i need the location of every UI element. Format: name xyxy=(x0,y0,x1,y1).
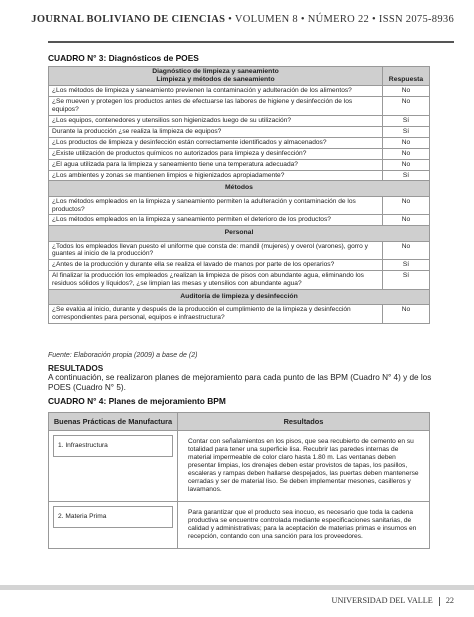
column-header-line2: Limpieza y métodos de saneamiento xyxy=(156,76,275,84)
cuadro4-caption: CUADRO N° 4: Planes de mejoramiento BPM xyxy=(48,396,226,406)
table-row xyxy=(49,305,430,324)
footer-bar xyxy=(0,585,474,590)
group-auditoria xyxy=(49,305,430,324)
column-header-bpm: Buenas Prácticas de Manufactura xyxy=(49,413,178,431)
table-header-row xyxy=(49,67,430,86)
question-cell: Durante la producción ¿se realiza la limpieza de equipos? xyxy=(49,126,383,137)
answer-cell: No xyxy=(383,159,430,170)
table-row xyxy=(49,137,430,148)
answer-cell: Sí xyxy=(383,271,430,290)
answer-cell: No xyxy=(383,97,430,116)
table-row xyxy=(49,241,430,260)
group-limpieza xyxy=(49,86,430,181)
cuadro3-caption: CUADRO N° 3: Diagnósticos de POES xyxy=(48,53,199,63)
question-cell: ¿Los métodos empleados en la limpieza y saneamiento permiten la adulteración y contaminación de los productos? xyxy=(49,196,383,215)
practice-label: 1. Infraestructura xyxy=(53,435,173,457)
group-metodos xyxy=(49,196,430,226)
practice-label: 2. Materia Prima xyxy=(53,506,173,528)
table-row xyxy=(49,116,430,127)
section-header-personal xyxy=(49,226,430,241)
journal-issue-info: • VOLUMEN 8 • NÚMERO 22 • ISSN 2075-8936 xyxy=(225,14,454,25)
footer-separator xyxy=(439,597,440,606)
table-source-note: Fuente: Elaboración propia (2009) a base de (2) xyxy=(48,352,198,359)
question-cell: ¿Los productos de limpieza y desinfección están correctamente identificados y almacenados? xyxy=(49,137,383,148)
page-footer xyxy=(332,596,454,606)
answer-cell: Sí xyxy=(383,260,430,271)
running-header xyxy=(0,14,474,34)
table-header-row xyxy=(49,413,430,431)
answer-cell: No xyxy=(383,137,430,148)
answer-cell: No xyxy=(383,86,430,97)
section-label: Personal xyxy=(49,226,430,241)
result-cell: Para garantizar que el producto sea inocuo, es necesario que toda la cadena productiva se encuentre controlada mediante especificaciones sanitarias, de calidad y administrativas; para la aceptación de materias primas e insumos en recepción, contando con una sanción para los proveedores. xyxy=(178,502,430,549)
table-row xyxy=(49,260,430,271)
question-cell: ¿El agua utilizada para la limpieza y saneamiento tiene una temperatura adecuada? xyxy=(49,159,383,170)
journal-header-text xyxy=(31,14,454,25)
answer-cell: No xyxy=(383,196,430,215)
section-header-metodos xyxy=(49,181,430,196)
column-header-resultados: Resultados xyxy=(178,413,430,431)
table-row xyxy=(49,502,430,549)
table-row xyxy=(49,86,430,97)
question-cell: ¿Se mueven y protegen los productos antes de efectuarse las labores de higiene y desinfección de los equipos? xyxy=(49,97,383,116)
section-header-auditoria xyxy=(49,290,430,305)
question-cell: ¿Todos los empleados llevan puesto el uniforme que consta de: mandil (mujeres) y overol (varones), gorro y guantes al inicio de la producción? xyxy=(49,241,383,260)
table-row xyxy=(49,148,430,159)
table-row xyxy=(49,159,430,170)
column-header-respuesta: Respuesta xyxy=(383,67,430,86)
group-personal xyxy=(49,241,430,290)
result-cell: Contar con señalamientos en los pisos, que sea recubierto de cemento en su totalidad para tener una superficie lisa. Recubrir las paredes internas de material impermeable de color claro hasta 1.80 m. Las ventanas deben presentar limpias, los drenajes deben estar provistos de tapas, los pasillos, escaleras y rampas deben hallarse despejados, las puertas deben mantenerse cerradas y ser de material liso. Se deben implementar mesones, casilleros y lavamanos. xyxy=(178,431,430,502)
answer-cell: Sí xyxy=(383,116,430,127)
section-label: Auditoría de limpieza y desinfección xyxy=(49,290,430,305)
column-header-diagnostico xyxy=(49,67,383,86)
question-cell: ¿Los equipos, contenedores y utensilios son higienizados luego de su utilización? xyxy=(49,116,383,127)
answer-cell: No xyxy=(383,241,430,260)
question-cell: ¿Se evalúa al inicio, durante y después de la producción el cumplimiento de la limpieza y desinfección correspondientes para personal, equipos e infraestructura? xyxy=(49,305,383,324)
journal-name: JOURNAL BOLIVIANO DE CIENCIAS xyxy=(31,14,226,25)
poes-diagnostics-table xyxy=(48,66,430,324)
results-paragraph: A continuación, se realizaron planes de mejoramiento para cada punto de las BPM (Cuadro N° 4) y de los POES (Cuadro N° 5). xyxy=(48,373,432,393)
table-row xyxy=(49,170,430,181)
answer-cell: No xyxy=(383,148,430,159)
answer-cell: Sí xyxy=(383,126,430,137)
question-cell: ¿Antes de la producción y durante ella se realiza el lavado de manos por parte de los operarios? xyxy=(49,260,383,271)
bpm-improvement-table xyxy=(48,412,430,549)
table-row xyxy=(49,271,430,290)
header-rule xyxy=(48,41,454,43)
practice-cell xyxy=(49,431,178,502)
section-label: Métodos xyxy=(49,181,430,196)
question-cell: ¿Los ambientes y zonas se mantienen limpios e higienizados apropiadamente? xyxy=(49,170,383,181)
question-cell: Al finalizar la producción los empleados ¿realizan la limpieza de pisos con abundante agua, eliminando los residuos sólidos y líquidos?, ¿se limpian las mesas y utensilios con abundante agua? xyxy=(49,271,383,290)
question-cell: ¿Existe utilización de productos químicos no autorizados para limpieza y desinfección? xyxy=(49,148,383,159)
table-row xyxy=(49,97,430,116)
answer-cell: No xyxy=(383,305,430,324)
table-row xyxy=(49,126,430,137)
answer-cell: No xyxy=(383,215,430,226)
table-row xyxy=(49,431,430,502)
bpm-rows xyxy=(49,431,430,549)
question-cell: ¿Los métodos empleados en la limpieza y saneamiento permiten el deterioro de los productos? xyxy=(49,215,383,226)
table-row xyxy=(49,196,430,215)
practice-cell xyxy=(49,502,178,549)
column-header-line1: Diagnóstico de limpieza y saneamiento xyxy=(152,68,279,75)
footer-university: UNIVERSIDAD DEL VALLE xyxy=(331,596,433,605)
results-heading: RESULTADOS xyxy=(48,364,104,373)
answer-cell: Sí xyxy=(383,170,430,181)
page-number: 22 xyxy=(445,596,454,605)
table-row xyxy=(49,215,430,226)
question-cell: ¿Los métodos de limpieza y saneamiento previenen la contaminación y adulteración de los alimentos? xyxy=(49,86,383,97)
